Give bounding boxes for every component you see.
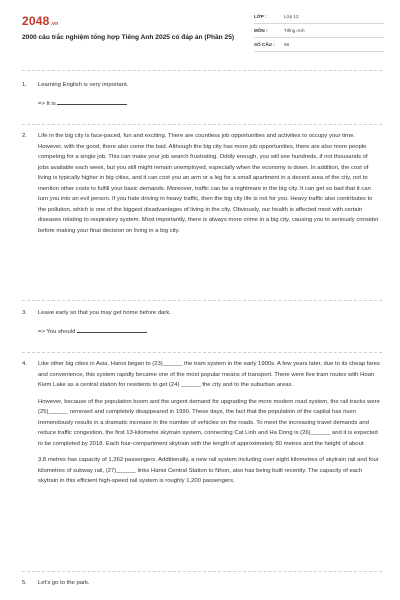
passage-paragraph: However, because of the population boom and the urgent demand for upgrading the more modern road system, the rail tracks were (25)______ removed and completely disappeared in 1990. These days, the fact that the population of the capital has risen tremendously results in a dramatic increase in the number of vehicles on the roads. To meet the increasing travel demands and reduce traffic congestion, the first 13-kilometre skytrain system, connecting Cat Linh and Ha Dong is (26)______ and it is expected to be completed by 2018. Each four-compartment skytrain with the length of approximately 80 metres and the height of about	[38, 398, 380, 447]
meta-row-question-count	[254, 38, 384, 52]
question-number: 1.	[22, 82, 27, 88]
meta-row-class	[254, 10, 384, 24]
question-body	[38, 359, 380, 493]
logo-suffix: .vn	[50, 21, 59, 27]
meta-key: MÔN :	[254, 28, 268, 33]
passage-paragraph: Like other big cities in Asia, Hanoi began to (23)______ the tram system in the early 1900s. A few years later, due to its cheap fares and convenience, this system rapidly became one of the most popular means of transport. There were five tram routes with Hoan Kiem Lake as a central station for residents to get (24) ______ the city and to the suburban areas.	[38, 361, 380, 388]
passage-paragraph: 3.8 metres has capacity of 1,362 passengers. Additionally, a new rail system including over eight kilometres of skytrain rail and four kilometres of subway rail, (27)______ links Hanoi Central Station to Nhon, also has being built recently. The capacity of each skytrain in this efficient high-speed rail system is roughly 1,200 passengers.	[38, 457, 379, 484]
answer-blank[interactable]	[57, 98, 127, 105]
logo-text: 2048	[22, 14, 50, 28]
question-number: 5.	[22, 580, 27, 586]
question-number: 2.	[22, 133, 27, 139]
meta-key: SỐ CÂU :	[254, 42, 275, 47]
divider	[22, 300, 382, 301]
answer-prefix: => You should	[38, 328, 76, 335]
answer-blank[interactable]	[77, 326, 147, 333]
reading-passage: Life in the big city is face-paced, fun and exciting. There are countless job opportunities and activities to occupy your time. However, with the good, there also come the bad. Although the big city has more job opportunities, there are also more people competing for a single job. This can make your job search frustrating. Oddly enough, you will see hundreds, if not thousands of jobs available each week, but you still might remain unemployed, especially when the economy is down. In addition, the cost of living is typically higher in big cities, and it can cost you an arm or a leg for a small apartment in a decent area of the city, not to mention other costs to fulfill your basic demands. Moreover, traffic can be a nightmare in the big city. It can get so bad that it can turn you into an evil person. If you hate driving in heavy traffic, then the big city life is not for you. Heavy traffic also contributes to the pollution, which is one of the biggest disadvantages of living in the city. Obviously, our health is affected most with certain diseases relating to respiratory system. Most importantly, there is always more crime in a big city, causing you to seriously consider before making your final decision on living in a big city.	[38, 133, 379, 234]
answer-line	[38, 326, 380, 338]
meta-table	[254, 10, 384, 52]
meta-value: Tiếng Anh	[284, 28, 305, 33]
question-text: Let's go to the park.	[38, 580, 90, 586]
document-title: 2000 câu trắc nghiệm tổng hợp Tiếng Anh 2025 có đáp án (Phần 25)	[22, 34, 235, 41]
meta-row-subject	[254, 24, 384, 38]
question-body	[38, 80, 380, 109]
meta-value: Lớp 12	[284, 14, 299, 19]
question-number: 4.	[22, 361, 27, 367]
site-logo[interactable]	[22, 14, 58, 28]
question-text: Learning English is very important.	[38, 82, 129, 88]
question-body	[38, 578, 380, 595]
question-number: 3.	[22, 310, 27, 316]
meta-key: LỚP :	[254, 14, 267, 19]
divider	[22, 70, 382, 71]
question-text: Leave early so that you may get home before dark.	[38, 310, 171, 316]
question-body	[38, 308, 380, 337]
document-header	[0, 0, 400, 68]
divider	[22, 124, 382, 125]
divider	[22, 352, 382, 353]
answer-line	[38, 98, 380, 110]
divider	[22, 571, 382, 572]
answer-prefix: => It is	[38, 100, 56, 107]
question-body	[38, 131, 380, 242]
meta-value: 68	[284, 42, 290, 47]
